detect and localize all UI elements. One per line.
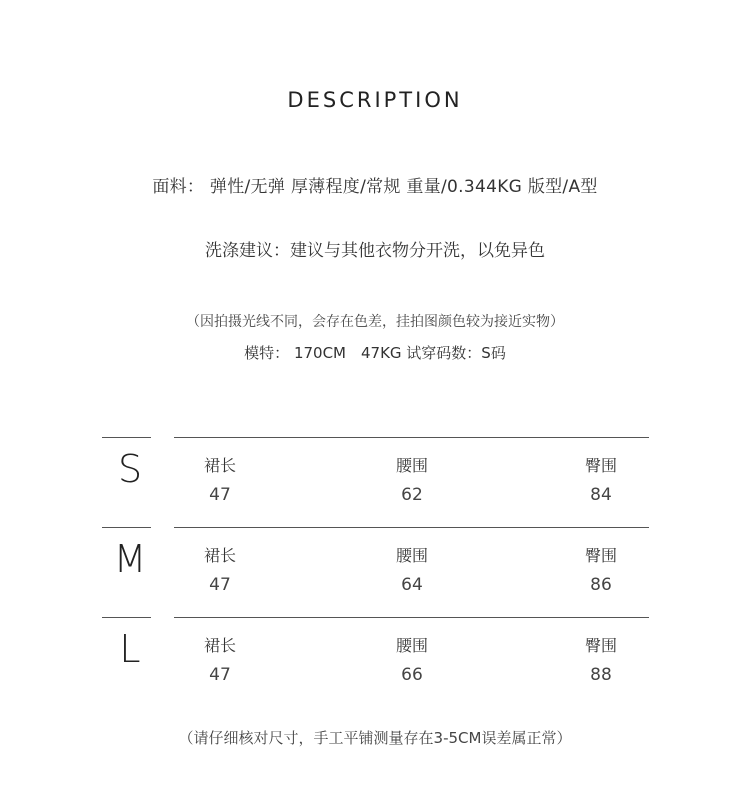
measure-value: 47 xyxy=(209,485,231,505)
size-label: S xyxy=(117,447,143,491)
size-row-m xyxy=(0,527,750,617)
measure-value: 62 xyxy=(401,485,423,505)
measure-label: 臀围 xyxy=(584,456,617,475)
measure-label: 腰围 xyxy=(395,456,428,475)
measure-label: 腰围 xyxy=(395,636,428,655)
measure-label: 裙长 xyxy=(203,636,236,655)
divider xyxy=(174,527,649,528)
fabric-info: 面料： 弹性/无弹 厚薄程度/常规 重量/0.344KG 版型/A型 xyxy=(152,177,598,197)
size-label: M xyxy=(113,537,147,581)
measure-label: 臀围 xyxy=(584,636,617,655)
size-row-l xyxy=(0,617,750,707)
divider xyxy=(174,437,649,438)
measure-label: 臀围 xyxy=(584,546,617,565)
measure-value: 86 xyxy=(590,575,612,595)
divider xyxy=(102,617,151,618)
measure-value: 66 xyxy=(401,665,423,685)
page-title: DESCRIPTION xyxy=(287,88,463,112)
color-note: （因拍摄光线不同，会存在色差，挂拍图颜色较为接近实物） xyxy=(186,314,564,330)
measure-value: 64 xyxy=(401,575,423,595)
measure-value: 47 xyxy=(209,575,231,595)
size-label: L xyxy=(119,627,141,671)
divider xyxy=(102,527,151,528)
divider xyxy=(102,437,151,438)
measure-value: 84 xyxy=(590,485,612,505)
measure-value: 47 xyxy=(209,665,231,685)
divider xyxy=(174,617,649,618)
measure-label: 裙长 xyxy=(203,546,236,565)
measurement-note: （请仔细核对尺寸，手工平铺测量存在3-5CM误差属正常） xyxy=(178,729,572,747)
measure-label: 腰围 xyxy=(395,546,428,565)
wash-instructions: 洗涤建议：建议与其他衣物分开洗，以免异色 xyxy=(205,241,545,261)
size-row-s xyxy=(0,437,750,527)
model-info: 模特： 170CM 47KG 试穿码数：S码 xyxy=(244,344,506,362)
measure-label: 裙长 xyxy=(203,456,236,475)
measure-value: 88 xyxy=(590,665,612,685)
